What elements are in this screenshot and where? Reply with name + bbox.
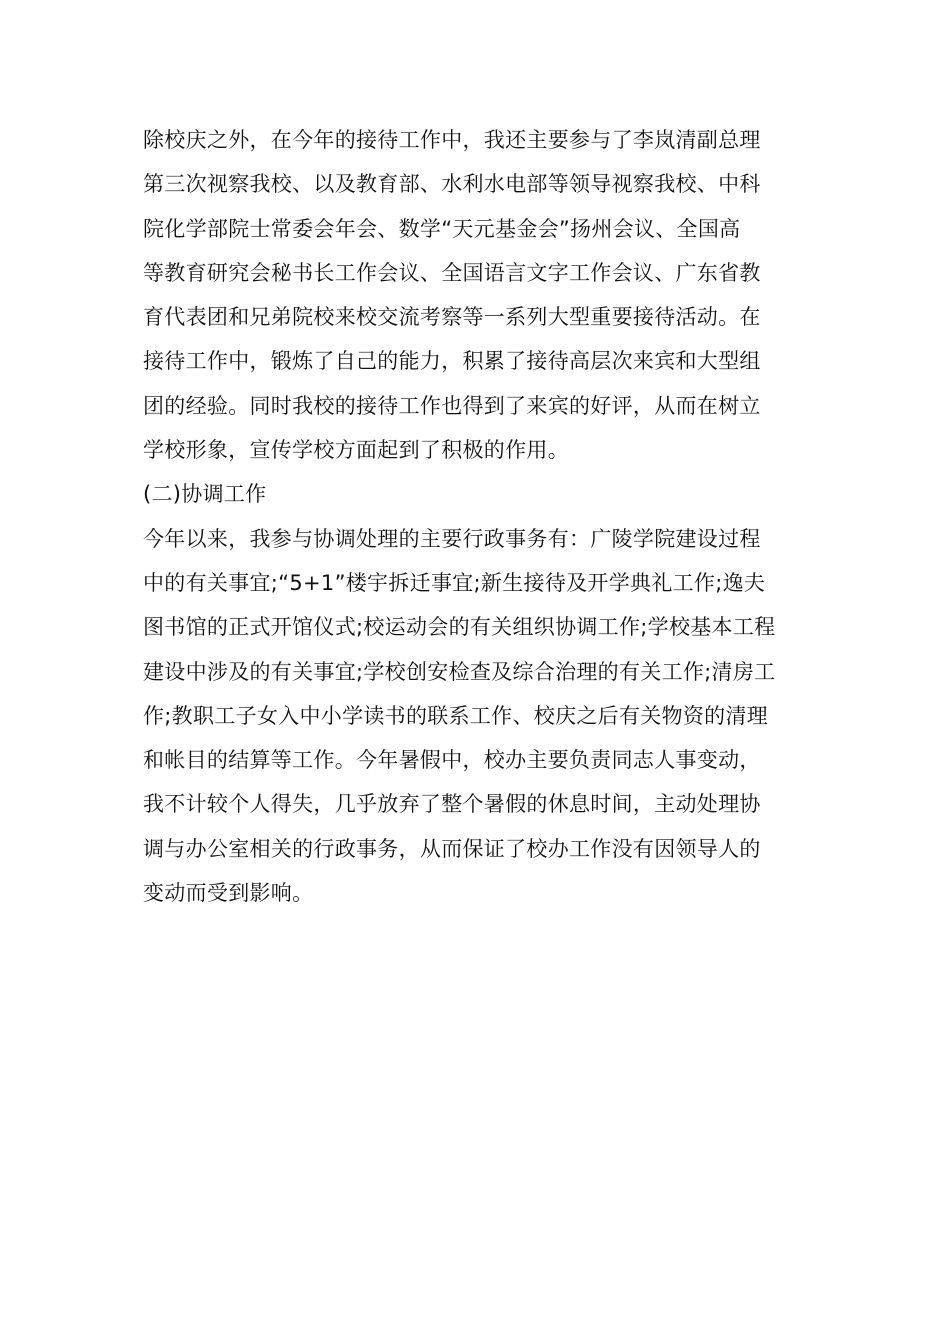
text-line: 第三次视察我校、以及教育部、水利水电部等领导视察我校、中科 — [143, 172, 761, 197]
document-body — [143, 118, 811, 915]
text-line: 我不计较个人得失，几乎放弃了整个暑假的休息时间，主动处理协 — [143, 792, 761, 817]
text-line: 接待工作中，锻炼了自己的能力，积累了接待高层次来宾和大型组 — [143, 349, 761, 374]
text-line: 和帐目的结算等工作。今年暑假中，校办主要负责同志人事变动， — [143, 748, 761, 773]
text-line: 育代表团和兄弟院校来校交流考察等一系列大型重要接待活动。在 — [143, 305, 761, 330]
text-line: 除校庆之外，在今年的接待工作中，我还主要参与了李岚清副总理 — [143, 128, 761, 152]
text-line: 今年以来，我参与协调处理的主要行政事务有：广陵学院建设过程 — [143, 526, 761, 551]
text-line: 图书馆的正式开馆仪式;校运动会的有关组织协调工作;学校基本工程 — [143, 615, 776, 640]
section-heading: (二)协调工作 — [143, 482, 267, 507]
paragraph-coordination-work — [143, 517, 811, 916]
text-line: 团的经验。同时我校的接待工作也得到了来宾的好评，从而在树立 — [143, 393, 761, 418]
text-line: 变动而受到影响。 — [143, 881, 314, 906]
text-line: 等教育研究会秘书长工作会议、全国语言文字工作会议、广东省教 — [143, 260, 761, 285]
text-line: 中的有关事宜;“5+1”楼宇拆迁事宜;新生接待及开学典礼工作;逸夫 — [143, 570, 766, 595]
text-line: 院化学部院士常委会年会、数学“天元基金会”扬州会议、全国高 — [143, 216, 741, 241]
text-line: 建设中涉及的有关事宜;学校创安检查及综合治理的有关工作;清房工 — [143, 659, 776, 684]
text-line: 调与办公室相关的行政事务，从而保证了校办工作没有因领导人的 — [143, 836, 761, 861]
text-line: 作;教职工子女入中小学读书的联系工作、校庆之后有关物资的清理 — [143, 703, 769, 728]
text-line: 学校形象，宣传学校方面起到了积极的作用。 — [143, 438, 569, 463]
paragraph-reception-work — [143, 118, 811, 472]
